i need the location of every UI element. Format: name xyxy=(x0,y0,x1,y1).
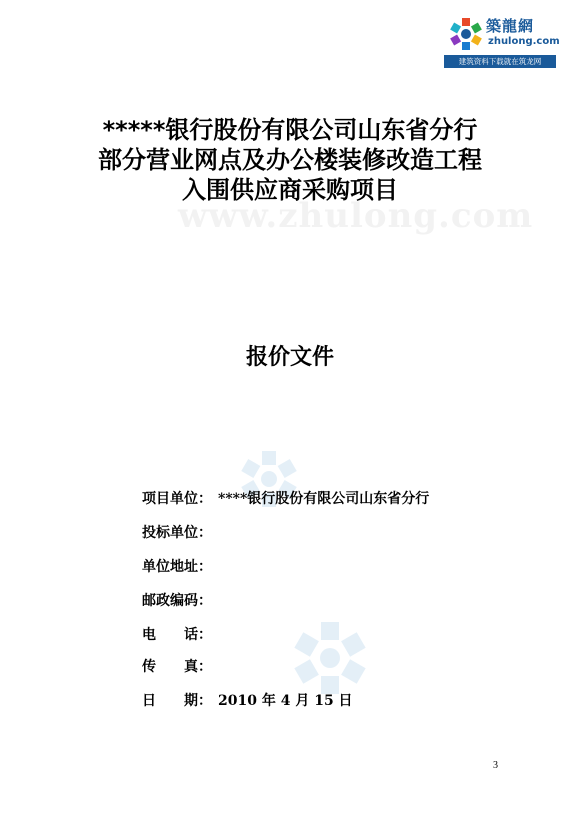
field-label: 日 期： xyxy=(142,693,212,709)
field-fax xyxy=(142,656,218,676)
field-label: 电 话： xyxy=(142,627,212,643)
snowflake-watermark-icon xyxy=(290,618,370,698)
document-title xyxy=(60,115,520,205)
snowflake-logo-icon xyxy=(448,16,484,52)
field-date xyxy=(142,690,353,710)
field-address xyxy=(142,556,218,576)
field-label: 邮政编码： xyxy=(142,593,212,609)
field-label: 传 真： xyxy=(142,659,212,675)
page-number: 3 xyxy=(493,760,498,771)
field-postcode xyxy=(142,590,218,610)
title-line-2: 部分营业网点及办公楼装修改造工程 xyxy=(98,146,482,174)
document-heading: 报价文件 xyxy=(245,345,334,370)
watermark-text: www.zhulong.com xyxy=(178,196,534,236)
zhulong-logo xyxy=(444,12,560,70)
field-bidder xyxy=(142,522,218,542)
logo-slogan: 建筑资料下载就在筑龙网 xyxy=(444,55,556,68)
field-value: 2010 年 4 月 15 日 xyxy=(218,693,353,709)
field-label: 单位地址： xyxy=(142,559,212,575)
title-line-1: *****银行股份有限公司山东省分行 xyxy=(102,116,478,144)
title-line-3: 入围供应商采购项目 xyxy=(182,176,398,204)
field-project-unit xyxy=(142,488,429,508)
field-label: 项目单位： xyxy=(142,491,212,507)
field-label: 投标单位： xyxy=(142,525,212,541)
field-phone xyxy=(142,624,218,644)
field-value: ****银行股份有限公司山东省分行 xyxy=(218,491,430,507)
logo-domain: zhulong.com xyxy=(488,36,560,47)
logo-name: 築龍網 xyxy=(486,17,535,35)
